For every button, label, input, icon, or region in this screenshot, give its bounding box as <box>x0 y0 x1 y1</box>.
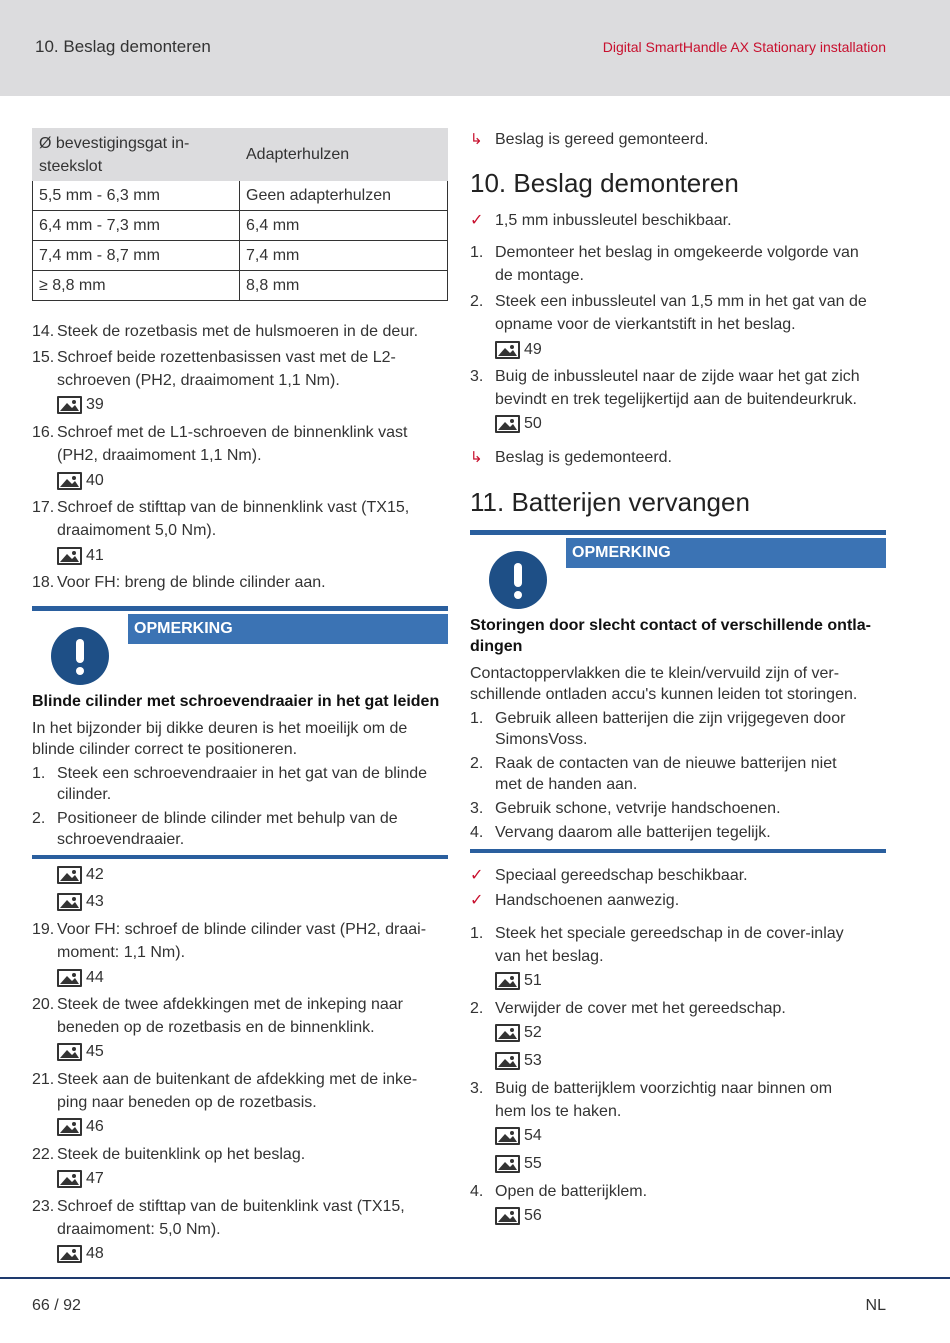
step-text: Steek de buitenklink op het beslag. <box>57 1146 306 1163</box>
result-arrow-icon: ↳ <box>470 131 483 148</box>
chapter-title: 10. Beslag demonteren <box>35 37 211 56</box>
figure-number: 47 <box>86 1170 104 1187</box>
image-icon <box>495 1127 520 1145</box>
image-icon <box>57 396 82 414</box>
figure-number: 48 <box>86 1245 104 1262</box>
step-text: Buig de batterijklem voorzichtig naar binnen om <box>495 1080 833 1097</box>
table-cell: 6,4 mm <box>240 211 448 241</box>
figure-number: 40 <box>86 472 104 489</box>
step-number: 18. <box>32 574 55 591</box>
figure-number: 46 <box>86 1118 104 1135</box>
notice-item-1 <box>32 762 448 806</box>
step-text: opname voor de vierkantstift in het beslag. <box>495 316 796 333</box>
notice-label: OPMERKING <box>566 538 886 568</box>
notice-item-3 <box>470 797 890 820</box>
table-cell: 8,8 mm <box>240 271 448 301</box>
step-number: 20. <box>32 996 55 1013</box>
step-text: de montage. <box>495 267 584 284</box>
step-text: SimonsVoss. <box>495 731 588 748</box>
notice-body: Contactoppervlakken die te klein/vervuild zijn of ver- <box>470 665 840 682</box>
figure-number: 50 <box>524 415 542 432</box>
figure-ref-49[interactable] <box>495 340 555 360</box>
page-header <box>0 0 950 96</box>
step-text: schroeven (PH2, draaimoment 1,1 Nm). <box>57 372 340 389</box>
image-icon <box>495 1155 520 1173</box>
step-22 <box>32 1143 448 1166</box>
figure-ref-39[interactable] <box>57 395 117 415</box>
notice-item-2 <box>470 752 890 796</box>
notice-bottom-bar <box>470 849 886 853</box>
table-cell: Geen adapterhulzen <box>240 181 448 211</box>
notice-title: dingen <box>470 638 523 655</box>
figure-ref-56[interactable] <box>495 1206 555 1226</box>
step-20 <box>32 993 448 1039</box>
checkmark-icon: ✓ <box>470 212 484 229</box>
table-cell: 5,5 mm - 6,3 mm <box>33 181 240 211</box>
step-text: ping naar beneden op de rozetbasis. <box>57 1094 317 1111</box>
figure-number: 44 <box>86 969 104 986</box>
step-17 <box>32 496 448 542</box>
requirement-item <box>470 864 886 887</box>
step-number: 23. <box>32 1198 55 1215</box>
step-text: Raak de contacten van de nieuwe batterijen niet <box>495 755 837 772</box>
step-23 <box>32 1195 448 1241</box>
notice-item-2 <box>32 807 448 851</box>
step-number: 4. <box>470 1183 484 1200</box>
step-number: 17. <box>32 499 55 516</box>
step-text: hem los te haken. <box>495 1103 622 1120</box>
step-text: Steek het speciale gereedschap in de cover-inlay <box>495 925 844 942</box>
step-number: 2. <box>470 293 484 310</box>
result-dismounted <box>470 446 886 469</box>
adapter-table <box>32 128 448 301</box>
image-icon <box>495 341 520 359</box>
battery-step-4 <box>470 1180 890 1203</box>
step-21 <box>32 1068 448 1114</box>
battery-step-2 <box>470 997 890 1020</box>
section-heading-11: 11. Batterijen vervangen <box>470 487 750 517</box>
step-text: Steek een inbussleutel van 1,5 mm in het gat van de <box>495 293 867 310</box>
figure-number: 54 <box>524 1127 542 1144</box>
disassembly-step-2 <box>470 290 890 336</box>
table-header-row <box>33 129 448 181</box>
figure-number: 49 <box>524 341 542 358</box>
figure-ref-53[interactable] <box>495 1051 555 1071</box>
result-mounted <box>470 128 886 151</box>
section-heading-10: 10. Beslag demonteren <box>470 168 739 198</box>
notice-item-1 <box>470 707 890 751</box>
step-number: 15. <box>32 349 55 366</box>
figure-ref-40[interactable] <box>57 471 117 491</box>
step-number: 16. <box>32 424 55 441</box>
step-text: bevindt en trek tegelijkertijd aan de buitendeurkruk. <box>495 391 857 408</box>
image-icon <box>57 547 82 565</box>
figure-ref-54[interactable] <box>495 1126 555 1146</box>
requirement-text: 1,5 mm inbussleutel beschikbaar. <box>495 212 732 229</box>
checkmark-icon: ✓ <box>470 867 484 884</box>
requirement-text: Speciaal gereedschap beschikbaar. <box>495 867 748 884</box>
image-icon <box>57 866 82 884</box>
figure-ref-43[interactable] <box>57 892 117 912</box>
step-number: 1. <box>470 710 484 727</box>
step-15 <box>32 346 448 392</box>
image-icon <box>495 972 520 990</box>
disassembly-step-3 <box>470 365 890 411</box>
step-text: cilinder. <box>57 786 112 803</box>
image-icon <box>57 472 82 490</box>
step-number: 1. <box>32 765 46 782</box>
step-number: 3. <box>470 368 484 385</box>
step-number: 22. <box>32 1146 55 1163</box>
step-text: Voor FH: breng de blinde cilinder aan. <box>57 574 326 591</box>
figure-number: 39 <box>86 396 104 413</box>
step-text: Schroef de stifttap van de binnenklink vast (TX15, <box>57 499 410 516</box>
step-text: Verwijder de cover met het gereedschap. <box>495 1000 786 1017</box>
step-text: Vervang daarom alle batterijen tegelijk. <box>495 824 771 841</box>
notice-body: In het bijzonder bij dikke deuren is het moeilijk om de <box>32 720 408 737</box>
step-number: 2. <box>32 810 46 827</box>
step-text: draaimoment 5,0 Nm). <box>57 522 217 539</box>
figure-ref-50[interactable] <box>495 414 555 434</box>
step-number: 3. <box>470 1080 484 1097</box>
image-icon <box>57 969 82 987</box>
figure-number: 43 <box>86 893 104 910</box>
battery-step-1 <box>470 922 890 968</box>
notice-title: Storingen door slecht contact of verschillende ontla- <box>470 617 871 634</box>
image-icon <box>57 1043 82 1061</box>
language-code: NL <box>865 1297 886 1314</box>
notice-item-4 <box>470 821 890 844</box>
table-row <box>33 271 448 301</box>
exclamation-icon <box>51 627 109 685</box>
image-icon <box>495 1052 520 1070</box>
step-number: 2. <box>470 755 484 772</box>
step-18 <box>32 571 448 594</box>
figure-ref-44[interactable] <box>57 968 117 988</box>
step-number: 21. <box>32 1071 55 1088</box>
step-text: Positioneer de blinde cilinder met behulp van de <box>57 810 398 827</box>
step-number: 19. <box>32 921 55 938</box>
step-text: Open de batterijklem. <box>495 1183 648 1200</box>
figure-ref-42[interactable] <box>57 865 117 885</box>
image-icon <box>57 893 82 911</box>
footer-divider <box>0 1277 950 1279</box>
product-title: Digital SmartHandle AX Stationary installation <box>602 39 886 55</box>
step-number: 3. <box>470 800 484 817</box>
image-icon <box>57 1170 82 1188</box>
step-text: met de handen aan. <box>495 776 638 793</box>
step-number: 14. <box>32 323 55 340</box>
figure-number: 42 <box>86 866 104 883</box>
step-text: Gebruik schone, vetvrije handschoenen. <box>495 800 781 817</box>
figure-number: 51 <box>524 972 542 989</box>
table-cell: ≥ 8,8 mm <box>33 271 240 301</box>
image-icon <box>495 415 520 433</box>
step-text: schroevendraaier. <box>57 831 185 848</box>
figure-ref-46[interactable] <box>57 1117 117 1137</box>
step-number: 2. <box>470 1000 484 1017</box>
step-text: beneden op de rozetbasis en de binnenklink. <box>57 1019 375 1036</box>
image-icon <box>495 1024 520 1042</box>
notice-body: schillende ontladen accu's kunnen leiden tot storingen. <box>470 686 858 703</box>
requirement-item <box>470 209 886 232</box>
table-row <box>33 241 448 271</box>
figure-ref-55[interactable] <box>495 1154 555 1174</box>
table-row <box>33 211 448 241</box>
step-14 <box>32 320 448 343</box>
figure-number: 45 <box>86 1043 104 1060</box>
table-row <box>33 181 448 211</box>
figure-number: 52 <box>524 1024 542 1041</box>
result-text: Beslag is gedemonteerd. <box>495 449 672 466</box>
requirement-text: Handschoenen aanwezig. <box>495 892 680 909</box>
step-text: Schroef beide rozettenbasissen vast met de L2- <box>57 349 396 366</box>
step-number: 1. <box>470 244 484 261</box>
step-text: Gebruik alleen batterijen die zijn vrijgegeven door <box>495 710 846 727</box>
step-text: Buig de inbussleutel naar de zijde waar het gat zich <box>495 368 860 385</box>
step-16 <box>32 421 448 467</box>
notice-body: blinde cilinder correct te positioneren. <box>32 741 298 758</box>
table-cell: 7,4 mm <box>240 241 448 271</box>
figure-ref-52[interactable] <box>495 1023 555 1043</box>
notice-top-bar <box>470 530 886 535</box>
figure-ref-41[interactable] <box>57 546 117 566</box>
table-header-adapter: Adapterhulzen <box>240 129 448 181</box>
requirement-item <box>470 889 886 912</box>
figure-number: 56 <box>524 1207 542 1224</box>
exclamation-icon <box>489 551 547 609</box>
notice-label: OPMERKING <box>128 614 448 644</box>
table-cell: 6,4 mm - 7,3 mm <box>33 211 240 241</box>
step-19 <box>32 918 448 964</box>
notice-bottom-bar <box>32 855 448 859</box>
step-number: 1. <box>470 925 484 942</box>
figure-number: 55 <box>524 1155 542 1172</box>
figure-ref-45[interactable] <box>57 1042 117 1062</box>
notice-title: Blinde cilinder met schroevendraaier in het gat leiden <box>32 693 440 710</box>
image-icon <box>57 1118 82 1136</box>
image-icon <box>495 1207 520 1225</box>
figure-ref-47[interactable] <box>57 1169 117 1189</box>
result-arrow-icon: ↳ <box>470 449 483 466</box>
step-text: draaimoment: 5,0 Nm). <box>57 1221 221 1238</box>
disassembly-step-1 <box>470 241 890 287</box>
table-cell: 7,4 mm - 8,7 mm <box>33 241 240 271</box>
step-text: Schroef met de L1-schroeven de binnenklink vast <box>57 424 408 441</box>
step-text: Steek aan de buitenkant de afdekking met de inke- <box>57 1071 418 1088</box>
step-text: Demonteer het beslag in omgekeerde volgorde van <box>495 244 859 261</box>
page-number: 66 / 92 <box>32 1297 81 1314</box>
table-header-hole: Ø bevestigingsgat in- steekslot <box>33 129 240 181</box>
figure-number: 53 <box>524 1052 542 1069</box>
figure-number: 41 <box>86 547 104 564</box>
checkmark-icon: ✓ <box>470 892 484 909</box>
step-text: Voor FH: schroef de blinde cilinder vast (PH2, draai- <box>57 921 427 938</box>
image-icon <box>57 1245 82 1263</box>
figure-ref-51[interactable] <box>495 971 555 991</box>
figure-ref-48[interactable] <box>57 1244 117 1264</box>
step-text: Schroef de stifttap van de buitenklink vast (TX15, <box>57 1198 405 1215</box>
step-text: Steek de rozetbasis met de hulsmoeren in de deur. <box>57 323 419 340</box>
step-text: Steek een schroevendraaier in het gat van de blinde <box>57 765 428 782</box>
notice-top-bar <box>32 606 448 611</box>
battery-step-3 <box>470 1077 890 1123</box>
step-text: (PH2, draaimoment 1,1 Nm). <box>57 447 262 464</box>
result-text: Beslag is gereed gemonteerd. <box>495 131 709 148</box>
step-text: van het beslag. <box>495 948 604 965</box>
step-number: 4. <box>470 824 484 841</box>
step-text: moment: 1,1 Nm). <box>57 944 186 961</box>
step-text: Steek de twee afdekkingen met de inkeping naar <box>57 996 404 1013</box>
